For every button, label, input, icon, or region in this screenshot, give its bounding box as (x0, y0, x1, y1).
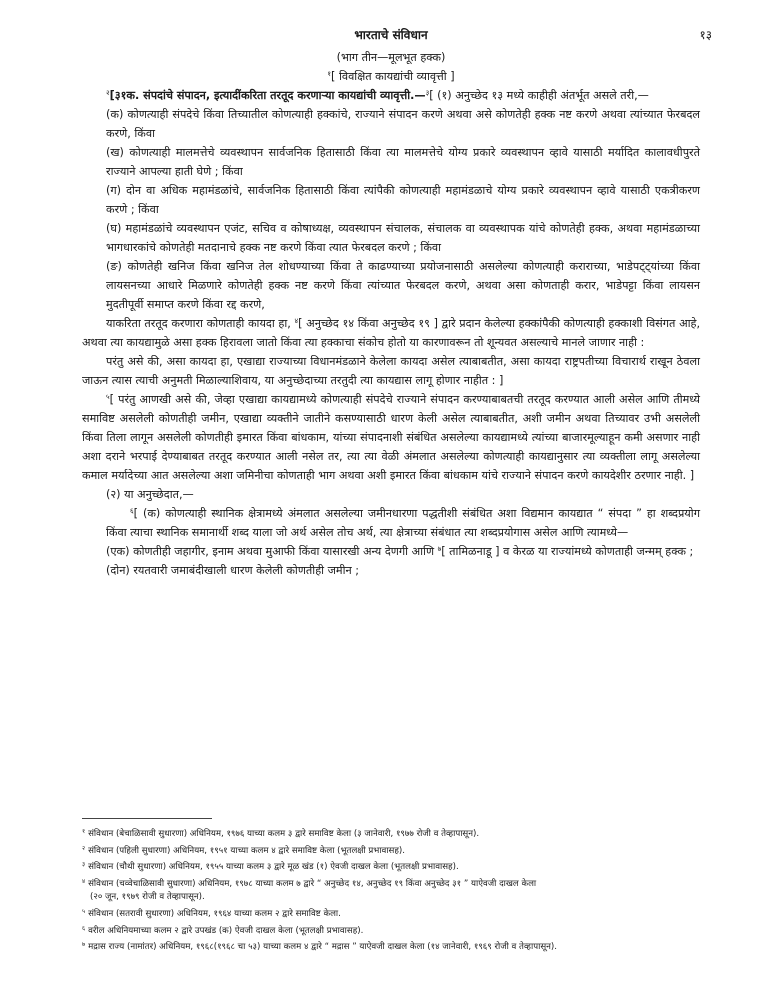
clause-2a-text: [ (क) कोणत्याही स्थानिक क्षेत्रामध्ये अंमलात असलेल्या जमीनधारणा पद्धतीशी संबंधित अशा विद्यमान कायद्यात “ संपदा ” हा शब्दप्रयोग किंवा त्याचा स्थानिक समानार्थी शब्द याला जो अर्थ असेल तोच अर्थ, त्या क्षेत्राच्या संबंधात त्या शब्दप्रयोगास असेल आणि त्यामध्ये— (106, 507, 700, 539)
footnote-ref: ४ (294, 317, 299, 325)
sub-clause-two: (दोन) रयतवारी जमाबंदीखाली धारण केलेली कोणतीही जमीन ; (106, 564, 360, 577)
footnote-text: संविधान (चव्वेचाळिसावी सुधारणा) अधिनियम, १९७८ याच्या कलम ७ द्वारे “ अनुच्छेद १४, अनुच्छेद १९ किंवा अनुच्छेद ३१ ” याऐवजी दाखल केला (88, 878, 537, 889)
footnote-ref: ६ (130, 507, 134, 515)
subheading (82, 67, 700, 86)
subheading-text: [ विवक्षित कायद्यांची व्यावृत्ती ] (331, 70, 455, 83)
footnote-text: वरील अधिनियमाच्या कलम २ द्वारे उपखंड (क) ऐवजी दाखल केला (भूतलक्षी प्रभावासह). (88, 925, 364, 936)
clause-nga: (ङ) कोणतेही खनिज किंवा खनिज तेल शोधण्याच्या किंवा ते काढण्याच्या प्रयोजनासाठी असलेल्या कोणत्याही कराराच्या, भाडेपट्ट्यांच्या किंवा लायसनच्या आधारे मिळणारे कोणतेही हक्क नष्ट करणे किंवा त्यांच्यात फेरबदल करणे, अथवा असा कोणताही करार, भाडेपट्टा किंवा लायसन मुदतीपूर्वी समाप्त करणे किंवा रद्द करणे, (106, 260, 700, 311)
footnote-text: संविधान (पहिली सुधारणा) अधिनियम, १९५१ याच्या कलम ४ द्वारे समाविष्ट केला (भूतलक्षी प्रभावासह). (88, 845, 406, 856)
footnote-text: संविधान (सतरावी सुधारणा) अधिनियम, १९६४ याच्या कलम २ द्वारे समाविष्ट केला. (88, 908, 341, 919)
continuation-post: [ अनुच्छेद १४ किंवा अनुच्छेद १९ ] द्वारे प्रदान केलेल्या हक्कांपैकी कोणत्याही हक्काशी विसंगत आहे, अथवा त्या कायद्यामुळे असा हक्क हिरावला जातो किंवा त्या हक्काचा संकोच होतो या कारणावरून तो शून्यवत असल्याचे मानले जाणार नाही : (82, 317, 701, 349)
clause-2: (२) या अनुच्छेदात,— (106, 488, 194, 501)
footnote (82, 875, 712, 892)
page-header (82, 26, 712, 48)
footnote-text: संविधान (चौथी सुधारणा) अधिनियम, १९५५ याच्या कलम ३ द्वारे मूळ खंड (१) ऐवजी दाखल केला (भूतलक्षी प्रभावासह). (88, 862, 459, 873)
proviso-2 (82, 390, 700, 485)
footnotes (82, 818, 712, 955)
article-intro-text: [ (१) अनुच्छेद १३ मध्ये काहीही अंतर्भूत असले तरी,— (429, 89, 649, 102)
proviso-2-text: [ परंतु आणखी असे की, जेव्हा एखाद्या कायद्यामध्ये कोणत्याही संपदेचे राज्याने संपादन करण्याबाबतची तरतूद करण्यात आली असेल आणि तीमध्ये समाविष्ट असलेली कोणतीही जमीन, एखाद्या व्यक्तीने जातीने कसण्यासाठी धारण केली असेल त्याबाबतीत, अशी जमीन अथवा तिच्यावर उभी असलेली किंवा तिला लागून असलेली कोणतीही इमारत किंवा बांधकाम, यांच्या संपादनाशी संबंधित असलेल्या कायद्यामध्ये त्यांच्या बाजारमूल्याहून कमी असणार नाही अशा दराने भरपाई देण्याबाबत तरतूद करण्यात आली नसेल तर, त्या त्या वेळी अंमलात असलेल्या कोणत्याही कायद्यानुसार त्या व्यक्तीला लागू असलेल्या कमाल मर्यादेच्या आत असलेल्या अशा जमिनीचा कोणताही भाग अथवा अशी इमारत किंवा बांधकाम यांचे राज्याने संपादन करणे कायदेशीर ठरणार नाही. ] (82, 393, 700, 482)
page-body (82, 26, 712, 580)
continuation-paragraph (82, 314, 700, 352)
footnote-number: १ (82, 828, 86, 835)
footnote-number: २ (82, 844, 86, 852)
footnote-number: ७ (82, 941, 86, 949)
footnote-continuation (82, 891, 712, 905)
footnote (82, 825, 712, 842)
footnote (82, 842, 712, 859)
article-title: [३१क. संपदांचे संपादन, इत्यादींकरिता तरतूद करणाऱ्या कायद्यांची व्यावृत्ती.— (109, 89, 426, 102)
footnote-number: ६ (82, 924, 86, 932)
sub-clause-one-pre: (एक) कोणतीही जहागीर, इनाम अथवा मुआफी किंवा यासारखी अन्य देणगी आणि (106, 545, 435, 558)
footnote (82, 858, 712, 875)
footnote-text: (२० जून, १९७९ रोजी व तेव्हापासून). (90, 892, 205, 903)
clause-ka: (क) कोणत्याही संपदेचे किंवा तिच्यातील कोणत्याही हक्कांचे, राज्याने संपादन करणे अथवा असे कोणतेही हक्क नष्ट करणे अथवा त्यांच्यात फेरबदल करणे, किंवा (106, 108, 700, 140)
footnote-ref: ५ (106, 393, 110, 401)
footnote-text: मद्रास राज्य (नामांतर) अधिनियम, १९६८(१९६८ चा ५३) याच्या कलम ४ द्वारे “ मद्रास ” याऐवजी दाखल केला (१४ जानेवारी, १९६९ रोजी व तेव्हापासून). (88, 942, 557, 953)
footnote-number: ४ (82, 877, 86, 885)
footnote-ref: ३ (425, 89, 430, 97)
footnote-divider (82, 818, 212, 819)
page-title: भारताचे संविधान (354, 28, 428, 42)
footnote-text: संविधान (बेचाळिसावी सुधारणा) अधिनियम, १९७६ याच्या कलम ३ द्वारे समाविष्ट केला (३ जानेवारी, १९७७ रोजी व तेव्हापासून). (88, 829, 480, 839)
footnote-ref: २ (106, 89, 110, 97)
footnote-number: ३ (82, 861, 86, 869)
clause-gha: (घ) महामंडळांचे व्यवस्थापन एजंट, सचिव व कोषाध्यक्ष, व्यवस्थापन संचालक, संचालक वा व्यवस्थापक यांचे कोणतेही हक्क, अथवा महामंडळाच्या भागधारकांचे कोणतेही मतदानाचे हक्क नष्ट करणे किंवा त्यात फेरबदल करणे ; किंवा (106, 222, 700, 254)
footnote-ref: १ (327, 70, 332, 78)
sub-clause-one (82, 542, 700, 561)
continuation-pre: याकरिता तरतूद करणारा कोणताही कायदा हा, (106, 317, 291, 330)
page-number: १३ (699, 28, 712, 42)
footnote (82, 922, 712, 939)
proviso-1: परंतु असे की, असा कायदा हा, एखाद्या राज्याच्या विधानमंडळाने केलेला कायदा असेल त्याबाबतीत, असा कायदा राष्ट्रपतीच्या विचारार्थ राखून ठेवला जाऊन त्यास त्याची अनुमती मिळाल्याशिवाय, या अनुच्छेदाच्या तरतुदी त्या कायद्यास लागू होणार नाहीत : ] (82, 355, 700, 387)
footnote-number: ५ (82, 907, 86, 915)
footnote (82, 905, 712, 922)
clause-ga: (ग) दोन वा अधिक महामंडळांचे, सार्वजनिक हितासाठी किंवा त्यांपैकी कोणत्याही महामंडळाचे योग्य प्रकारे व्यवस्थापन व्हावे यासाठी एकत्रीकरण करणे ; किंवा (106, 184, 700, 216)
clause-kha: (ख) कोणत्याही मालमत्तेचे व्यवस्थापन सार्वजनिक हितासाठी किंवा त्या मालमत्तेचे योग्य प्रकारे व्यवस्थापन व्हावे यासाठी मर्यादित कालावधीपुरते राज्याने आपल्या हाती घेणे ; किंवा (106, 146, 700, 178)
part-heading: (भाग तीन—मूलभूत हक्क) (336, 51, 446, 64)
article-31a-intro (82, 86, 700, 105)
footnote-ref: ७ (437, 545, 442, 553)
sub-clause-one-post: [ तामिळनाडू ] व केरळ या राज्यांमध्ये कोणताही जन्मम् हक्क ; (441, 545, 694, 558)
clause-2a (82, 504, 700, 542)
footnote (82, 938, 712, 955)
